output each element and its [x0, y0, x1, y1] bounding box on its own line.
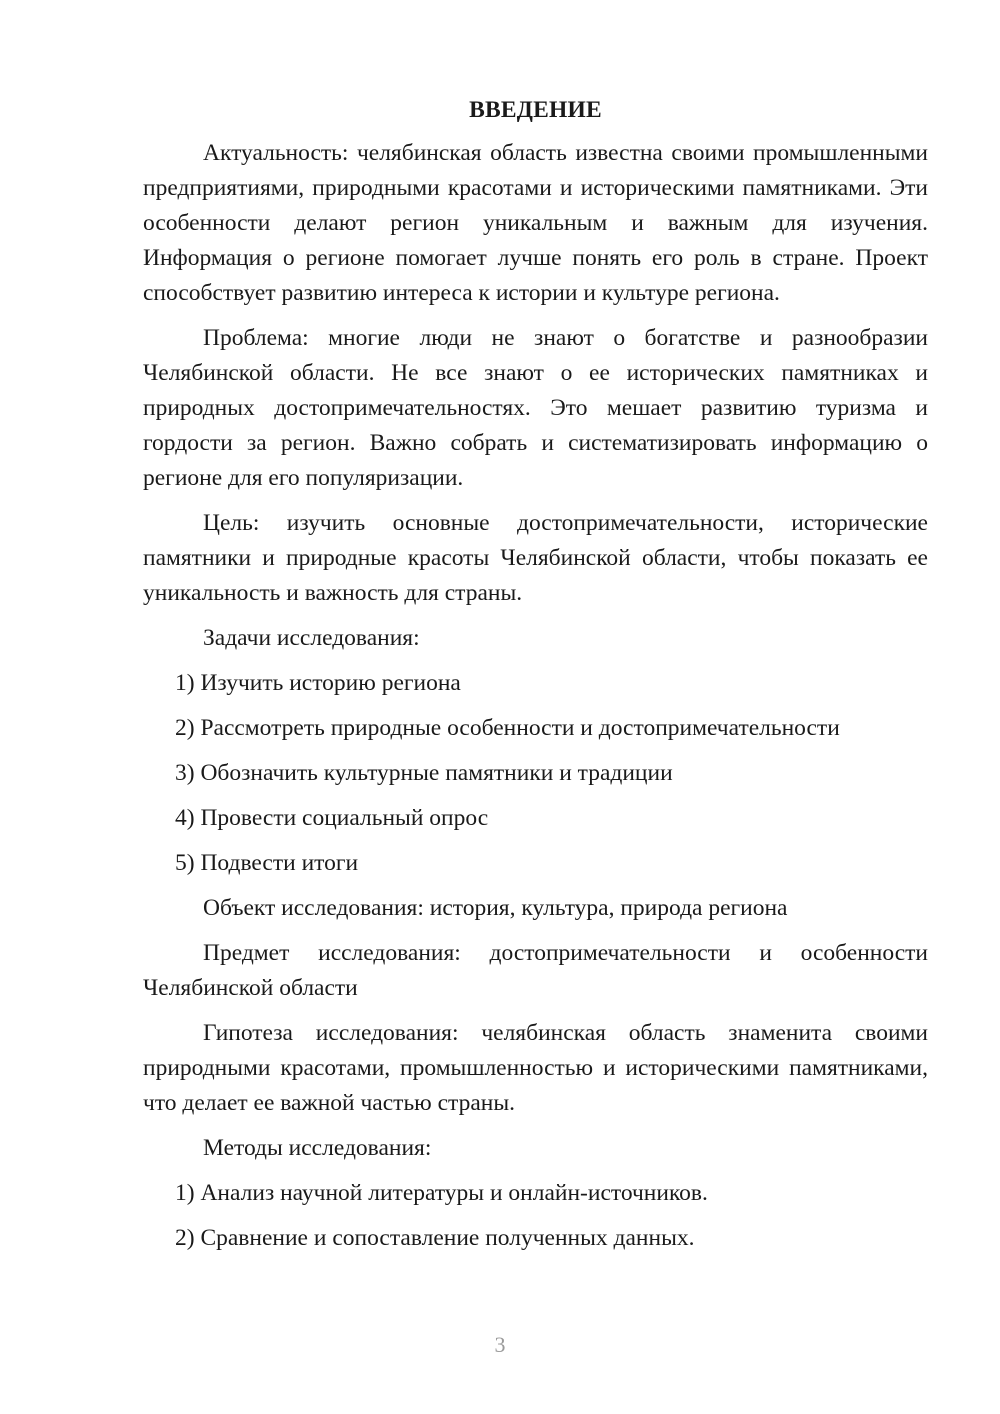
methods-heading: Методы исследования: — [203, 1135, 432, 1161]
problem-paragraph: Проблема: многие люди не знают о богатстве и разнообразии Челябинской области. Не все знают о ее исторических памятниках и природных достопримечательностях. Это мешает развитию туризма и гордости за регион. Важно собрать и систематизировать информацию о регионе для его популяризации. — [143, 325, 928, 491]
method-item: 2) Сравнение и сопоставление полученных данных. — [175, 1225, 695, 1251]
page-number: 3 — [494, 1332, 506, 1357]
task-item: 2) Рассмотреть природные особенности и достопримечательности — [175, 715, 840, 741]
object-paragraph: Объект исследования: история, культура, природа региона — [203, 895, 788, 921]
page-title: ВВЕДЕНИЕ — [469, 97, 602, 123]
goal-paragraph: Цель: изучить основные достопримечательности, исторические памятники и природные красоты Челябинской области, чтобы показать ее уникальность и важность для страны. — [143, 510, 928, 606]
method-item: 1) Анализ научной литературы и онлайн-источников. — [175, 1180, 708, 1206]
task-item: 4) Провести социальный опрос — [175, 805, 489, 831]
page-content — [143, 94, 928, 1256]
subject-paragraph: Предмет исследования: достопримечательности и особенности Челябинской области — [143, 940, 928, 1001]
task-item: 3) Обозначить культурные памятники и традиции — [175, 760, 673, 786]
hypothesis-paragraph: Гипотеза исследования: челябинская область знаменита своими природными красотами, промышленностью и историческими памятниками, что делает ее важной частью страны. — [143, 1020, 928, 1116]
tasks-heading: Задачи исследования: — [203, 625, 420, 651]
relevance-paragraph: Актуальность: челябинская область известна своими промышленными предприятиями, природными красотами и историческими памятниками. Эти особенности делают регион уникальным и важным для изучения. Информация о регионе помогает лучше понять его роль в стране. Проект способствует развитию интереса к истории и культуре региона. — [143, 140, 928, 306]
task-item: 1) Изучить историю региона — [175, 670, 461, 696]
task-item: 5) Подвести итоги — [175, 850, 359, 876]
